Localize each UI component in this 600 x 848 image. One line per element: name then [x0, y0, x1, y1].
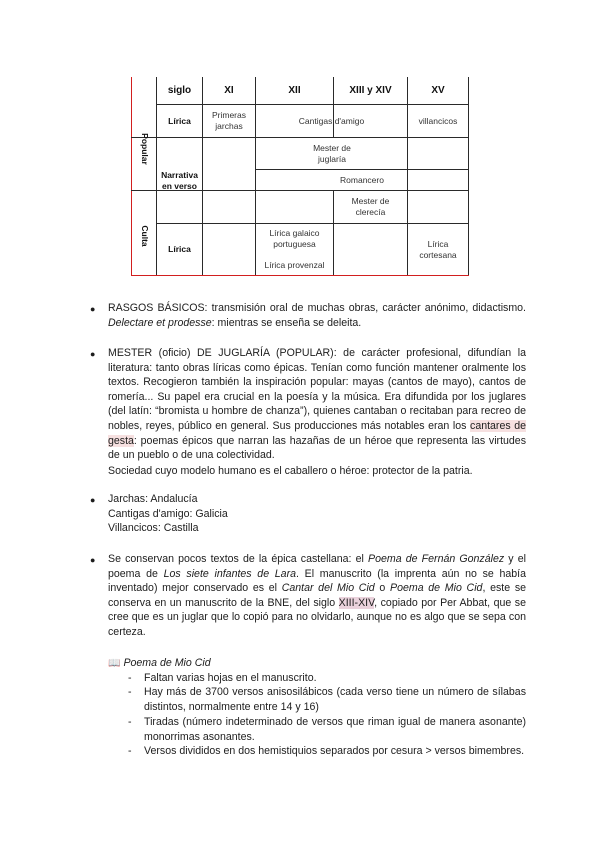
epica-text: o — [374, 582, 391, 595]
dash-marker: - — [128, 672, 132, 684]
epica-text: , este se conserva en un manuscrito de la BNE, del siglo — [108, 582, 527, 609]
mester-text-end: : poemas épicos que narran las hazañas de un héroe que representa las virtudes de un pueblo o de una colectividad. — [108, 434, 526, 462]
bullet-dot: ● — [90, 304, 96, 314]
cell-lirica-provenzal: Lírica provenzal — [264, 259, 325, 270]
row-label-narrativa: Narrativa en verso — [161, 169, 198, 191]
literature-table — [131, 77, 469, 276]
cell-mester-clerecia: Mester de clerecía — [351, 196, 390, 217]
list-item — [128, 671, 526, 686]
fernan-gonzalez-title: Poema de Fernán González — [368, 553, 505, 565]
cantares-gesta-highlight: cantares de gesta — [108, 419, 527, 447]
rasgos-text: RASGOS BÁSICOS: transmisión oral de muchas obras, carácter anónimo, didactismo. — [108, 302, 526, 314]
header-xi: XI — [224, 85, 234, 96]
cell-lirica-cortesana: Lírica cortesana — [419, 238, 457, 260]
list-item-text: Versos divididos en dos hemistiquios separados por cesura > versos bimembres. — [144, 745, 525, 757]
table-line — [468, 77, 469, 276]
cell-romancero: Romancero — [340, 174, 384, 185]
siete-infantes-title: Los siete infantes de Lara — [163, 567, 296, 580]
row-label-lirica-culta: Lírica — [168, 244, 191, 254]
header-xv: XV — [431, 85, 445, 96]
cantar-mio-cid-title: Cantar del Mio Cid — [281, 582, 375, 595]
header-xii: XII — [288, 85, 301, 96]
header-siglo: siglo — [167, 85, 192, 96]
mester-paragraph — [108, 346, 526, 463]
group-label-culta: Culta — [140, 225, 150, 247]
cell-lirica-galaico: Lírica galaico portuguesa — [269, 228, 320, 249]
dash-marker: - — [128, 745, 132, 757]
list-item-text: Hay más de 3700 versos anisosilábicos (cada verso tiene un número de sílabas distintos, normalmente entre 14 y 16) — [144, 686, 526, 713]
poema-title: Poema de Mio Cid — [123, 657, 211, 669]
sociedad-line: Sociedad cuyo modelo humano es el caballero o héroe: protector de la patria. — [108, 465, 473, 477]
poema-mio-cid-title: Poema de Mio Cid — [390, 582, 483, 595]
epica-text: Se conservan pocos textos de la épica castellana: el — [108, 553, 369, 565]
origen-list — [108, 492, 526, 536]
origen-jarchas: Jarchas: Andalucía — [108, 493, 198, 505]
poema-heading — [108, 656, 211, 672]
bullet-dot: ● — [90, 555, 96, 565]
table-border-left — [131, 77, 132, 276]
cell-cantigas-amigo: Cantigas d'amigo — [298, 115, 365, 126]
siglo-highlight: XIII-XIV — [338, 596, 375, 609]
list-item — [128, 744, 526, 759]
cell-primeras-jarchas: Primeras jarchas — [211, 110, 246, 131]
bullet-dot: ● — [90, 495, 96, 505]
dash-marker: - — [128, 686, 132, 698]
origen-cantigas: Cantigas d'amigo: Galicia — [108, 507, 228, 520]
origen-villancicos: Villancicos: Castilla — [108, 522, 199, 535]
rasgos-text-end: : mientras se enseña se deleita. — [211, 316, 362, 329]
table-border-bottom — [131, 275, 469, 276]
rasgos-paragraph — [108, 301, 526, 330]
book-icon: 📖 — [108, 658, 121, 669]
header-xiii-xiv: XIII y XIV — [349, 85, 392, 96]
list-item-text: Tiradas (número indeterminado de versos que riman igual de manera asonante) monorrimas asonantes. — [144, 716, 526, 743]
list-item — [128, 685, 526, 714]
dash-marker: - — [128, 716, 132, 728]
list-item — [128, 715, 526, 744]
epica-paragraph — [108, 552, 526, 640]
rasgos-latin: Delectare et prodesse — [108, 316, 212, 329]
group-label-popular: Popular — [140, 133, 150, 165]
cell-villancicos: villancicos — [418, 115, 458, 126]
mester-text: MESTER (oficio) DE JUGLARÍA (POPULAR): de carácter profesional, difundían la literatura: tanto obras líricas como épicas. Tenían como función mantener oralmente los textos. Recogieron también la inspiración popular: mayas (cantos de mayo), cantos de romería... Su papel era crucial en la poesía y la música. Era difundida por los juglares (del latín: “bromista u hombre de chanza”), quienes cantaban o recitaban para recreo de nobles, reyes, público en general. Sus producciones más notables eran los — [108, 347, 526, 432]
row-label-lirica-popular: Lírica — [168, 115, 191, 126]
cell-mester-juglaria: Mester de juglaría — [313, 142, 351, 164]
epica-text: y el poema de — [108, 553, 527, 580]
epica-text-end: , copiado por Per Abbat, que se cree que es un juglar que lo copió para no olvidarlo, aunque no es algo que se sepa con certeza. — [108, 596, 526, 638]
bullet-dot: ● — [90, 349, 96, 359]
list-item-text: Faltan varias hojas en el manuscrito. — [144, 672, 317, 684]
epica-text: . El manuscrito (la imprenta aún no se había inventado) mejor conservado es el — [108, 567, 527, 595]
